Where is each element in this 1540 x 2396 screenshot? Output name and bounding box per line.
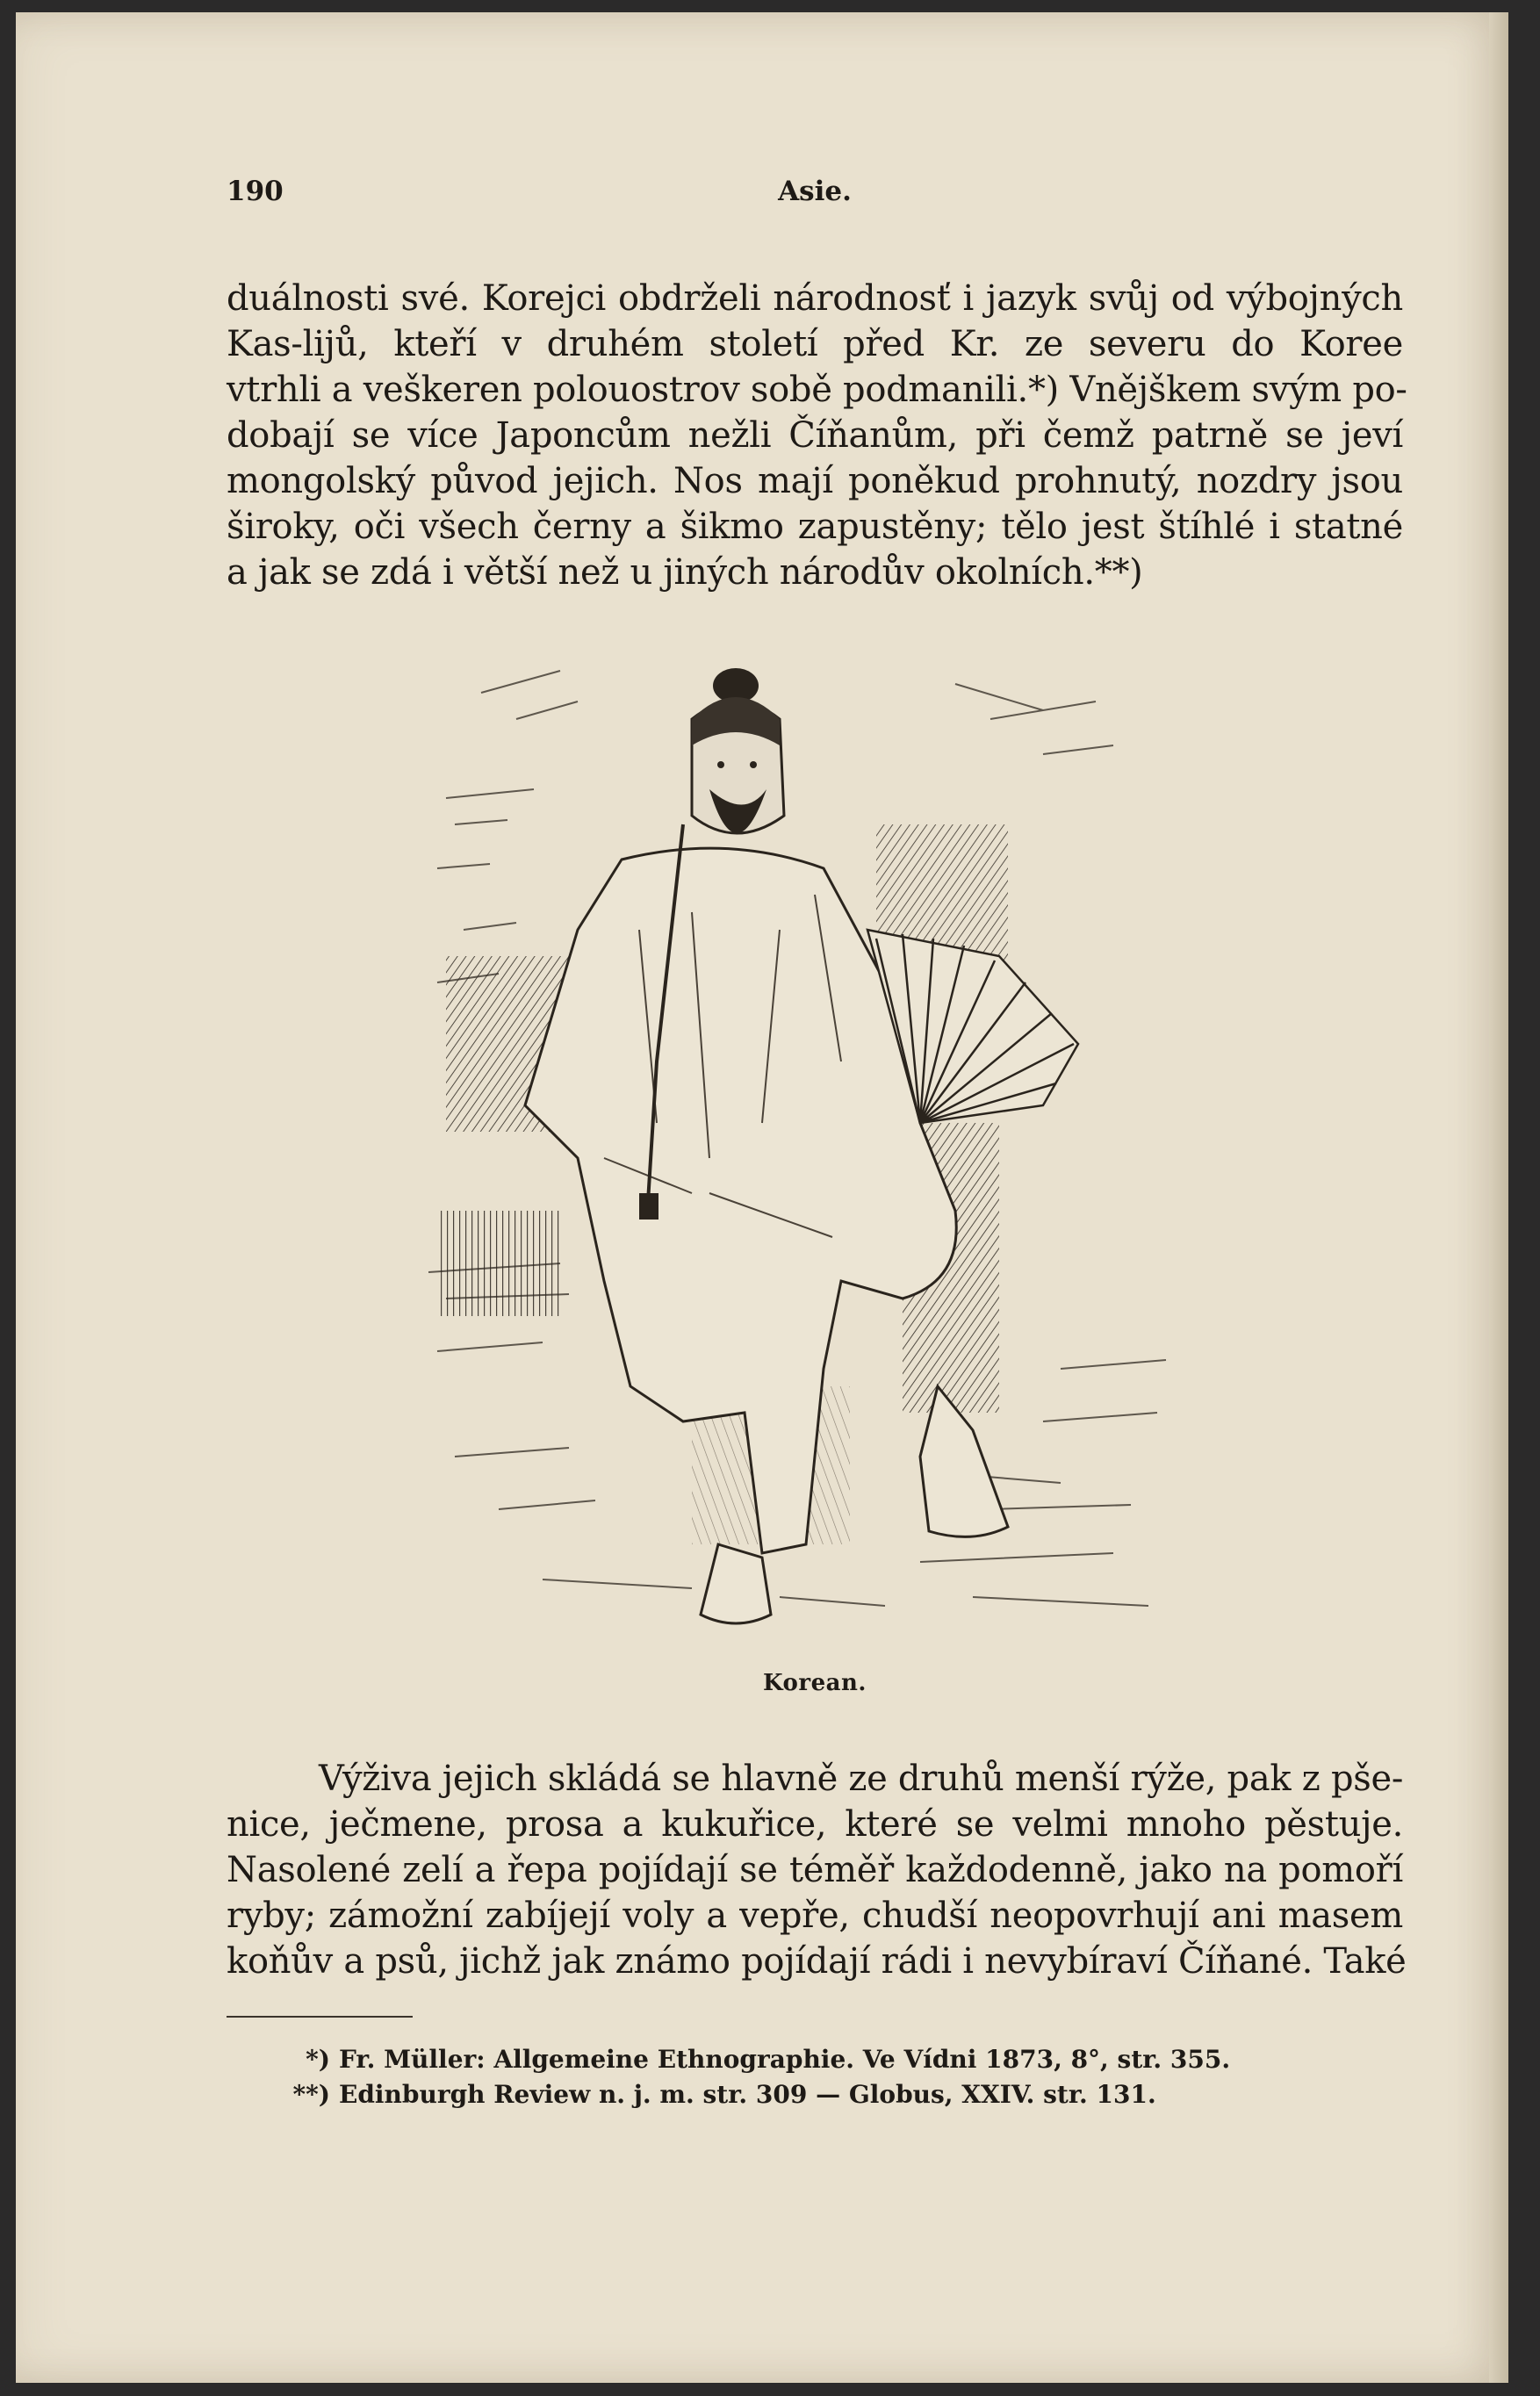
paragraph-1 (227, 276, 1407, 595)
footnote-2 (227, 2077, 1403, 2112)
header-title: Asie. (778, 176, 852, 207)
text-line: a jak se zdá i větší než u jiných národův okolních.**) (227, 552, 1143, 593)
text-line: duálnosti své. Korejci obdrželi národnosť i jazyk svůj od výbojných (227, 278, 1403, 319)
footnote-rule (227, 2016, 413, 2018)
text-line: ryby; zámožní zabíjejí voly a vepře, chudší neopovrhují ani masem (227, 1896, 1403, 1936)
text-line: Nasolené zelí a řepa pojídají se téměř každodenně, jako na pomoří (227, 1850, 1403, 1890)
footnote-marker: **) (292, 2080, 330, 2109)
figure-caption: Korean. (763, 1670, 867, 1696)
text-line: nice, ječmene, prosa a kukuřice, které se velmi mnoho pěstuje. (227, 1804, 1403, 1845)
footnotes (227, 2042, 1403, 2112)
text-line: dobají se více Japoncům nežli Číňanům, při čemž patrně se jeví (227, 415, 1403, 456)
page-edge (1489, 12, 1508, 2383)
paragraph-2 (227, 1756, 1407, 1984)
korean-man-engraving (428, 666, 1192, 1650)
text-line: vtrhli a veškeren polouostrov sobě podmanili.*) Vnějškem svým po- (227, 370, 1407, 410)
text-line: Kas-lijů, kteří v druhém století před Kr. ze severu do Koree (227, 324, 1403, 364)
text-line: koňův a psů, jichž jak známo pojídají rádi i nevybíraví Číňané. Také (227, 1941, 1407, 1982)
page-number: 190 (227, 176, 284, 207)
engraving-illustration (428, 666, 1192, 1650)
footnote-1 (227, 2042, 1403, 2077)
text-line: široky, oči všech černy a šikmo zapustěny; tělo jest štíhlé i statné (227, 507, 1403, 547)
footnote-text: Fr. Müller: Allgemeine Ethnographie. Ve Vídni 1873, 8°, str. 355. (339, 2045, 1231, 2074)
text-line: mongolský původ jejich. Nos mají poněkud prohnutý, nozdry jsou (227, 461, 1403, 501)
book-page (16, 12, 1508, 2383)
footnote-text: Edinburgh Review n. j. m. str. 309 — Globus, XXIV. str. 131. (339, 2080, 1156, 2109)
text-line: Výživa jejich skládá se hlavně ze druhů menší rýže, pak z pše- (319, 1759, 1404, 1799)
footnote-marker: *) (306, 2045, 330, 2074)
